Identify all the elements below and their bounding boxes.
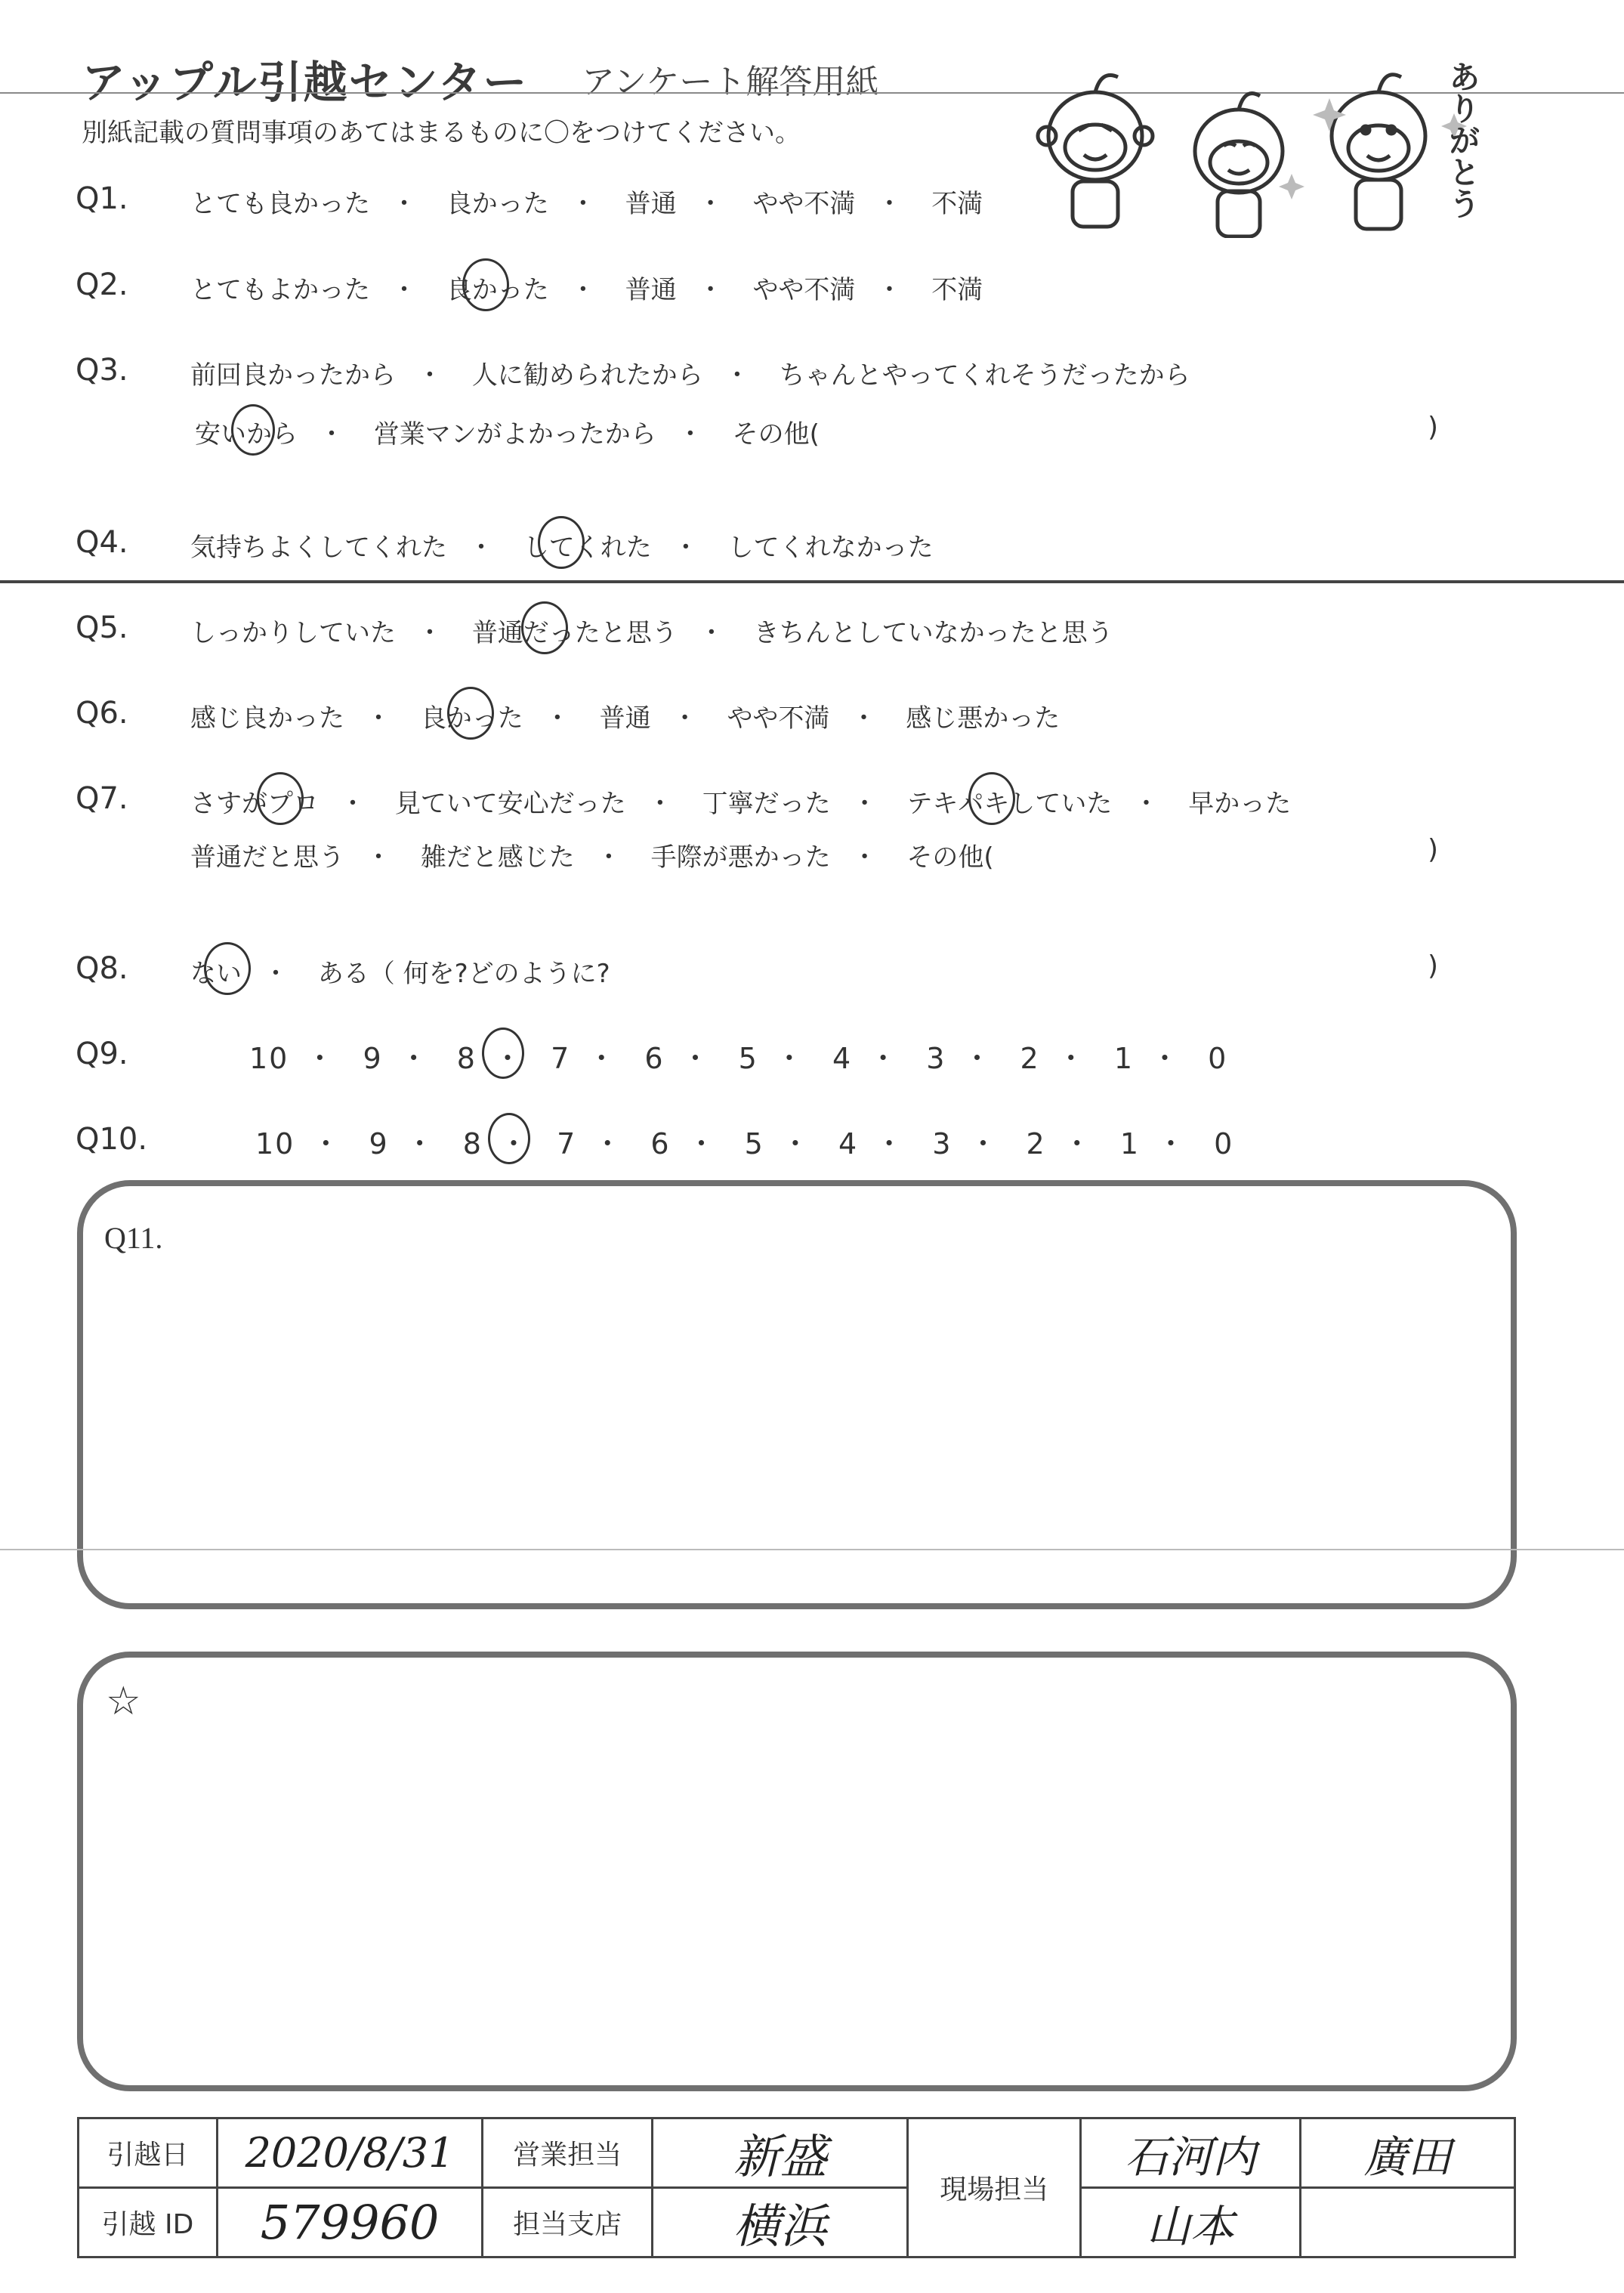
q9-value[interactable]: 1 <box>1113 1042 1135 1075</box>
q9-value-selected[interactable]: 7 <box>551 1042 571 1075</box>
q11-label: Q11. <box>104 1221 163 1255</box>
move-date-value[interactable] <box>217 2118 482 2188</box>
q1-label: Q1. <box>76 181 128 216</box>
q4-label: Q4. <box>76 525 128 560</box>
q8-options: ない ・ ある（ 何を?どのように? <box>190 959 610 989</box>
thanks-text: ありがとう <box>1444 60 1481 219</box>
q9-label: Q9. <box>76 1037 128 1071</box>
q9-value[interactable]: 2 <box>1020 1042 1040 1075</box>
q2-options: とてもよかった ・ 良かった ・ 普通 ・ やや不満 ・ 不満 <box>190 275 983 305</box>
sales-value[interactable] <box>653 2118 908 2188</box>
q10-value[interactable]: 1 <box>1119 1127 1141 1160</box>
site-staff-cell-3[interactable] <box>1081 2188 1300 2257</box>
q2-option[interactable]: 普通 <box>625 275 677 305</box>
q3-option-selected[interactable]: 安いから <box>195 419 298 450</box>
q1-option[interactable]: 不満 <box>931 189 983 219</box>
q3-options-line2: 安いから ・ 営業マンがよかったから ・ その他( <box>195 419 820 450</box>
q4-option[interactable]: 気持ちよくしてくれた <box>190 533 447 563</box>
q11-comment-box[interactable] <box>77 1180 1517 1609</box>
star-comment-box[interactable] <box>77 1652 1517 2091</box>
q9-value[interactable]: 9 <box>363 1042 383 1075</box>
q7-option[interactable]: 雑だと感じた <box>420 842 575 873</box>
q10-selection-circle <box>488 1113 530 1164</box>
site-staff-3-handwritten: 山本 <box>1146 2200 1234 2252</box>
q2-label: Q2. <box>76 267 128 302</box>
q1-option[interactable]: とても良かった <box>190 189 370 219</box>
q6-option[interactable]: 普通 <box>599 703 651 734</box>
move-id-value[interactable] <box>217 2188 482 2257</box>
q3-options-line1: 前回良かったから ・ 人に勧められたから ・ ちゃんとやってくれそうだったから <box>190 360 1190 391</box>
q2-option[interactable]: とてもよかった <box>190 275 370 305</box>
q2-option[interactable]: やや不満 <box>752 275 856 305</box>
q6-label: Q6. <box>76 696 128 731</box>
q9-selection-circle <box>482 1028 524 1079</box>
site-staff-cell-2[interactable] <box>1300 2118 1514 2188</box>
sales-label: 営業担当 <box>483 2118 653 2188</box>
q10-value[interactable]: 5 <box>744 1127 764 1160</box>
q4-options: 気持ちよくしてくれた ・ してくれた ・ してくれなかった <box>190 533 934 563</box>
q7-option[interactable]: その他( <box>906 842 994 873</box>
sales-handwritten: 新盛 <box>733 2129 827 2184</box>
q5-option[interactable]: きちんとしていなかったと思う <box>753 618 1113 648</box>
q7-label: Q7. <box>76 781 128 816</box>
q4-option[interactable]: してくれなかった <box>727 533 934 563</box>
q1-option[interactable]: 良かった <box>446 189 549 219</box>
q9-value[interactable]: 3 <box>926 1042 946 1075</box>
q5-option-selected[interactable]: 普通だったと思う <box>471 618 678 648</box>
q8-option-selected[interactable]: ない <box>190 959 242 989</box>
q1-option[interactable]: 普通 <box>625 189 677 219</box>
form-subtitle: アンケート解答用紙 <box>582 63 879 101</box>
q7-options-line2: 普通だと思う ・ 雑だと感じた ・ 手際が悪かった ・ その他( <box>190 842 994 873</box>
q8-option[interactable]: ある（ 何を?どのように? <box>317 959 610 989</box>
q3-option[interactable]: その他( <box>732 419 820 450</box>
move-id-label: 引越 ID <box>79 2188 218 2257</box>
site-staff-cell-4[interactable] <box>1300 2188 1514 2257</box>
q2-selection-circle <box>462 258 509 311</box>
move-date-handwritten: 2020/8/31 <box>245 2129 455 2177</box>
q10-scale: 10 ・ 9 ・ 8 ・ 7 ・ 6 ・ 5 ・ 4 ・ 3 ・ 2 ・ 1 ・ 0 <box>255 1127 1234 1160</box>
q6-option[interactable]: 感じ悪かった <box>906 703 1061 734</box>
q5-option[interactable]: しっかりしていた <box>190 618 396 648</box>
q9-value[interactable]: 6 <box>644 1042 665 1075</box>
branch-handwritten: 横浜 <box>733 2199 827 2254</box>
q1-options: とても良かった ・ 良かった ・ 普通 ・ やや不満 ・ 不満 <box>190 189 983 219</box>
site-staff-cell-1[interactable] <box>1081 2118 1300 2188</box>
q8-selection-circle <box>204 942 251 995</box>
q7-option[interactable]: さすがプロ <box>190 789 319 819</box>
q5-label: Q5. <box>76 610 128 645</box>
q7-option[interactable]: 普通だと思う <box>190 842 344 873</box>
q9-value[interactable]: 8 <box>456 1042 477 1075</box>
q1-option[interactable]: やや不満 <box>752 189 856 219</box>
q10-value[interactable]: 9 <box>369 1127 389 1160</box>
q7-option[interactable]: 早かった <box>1188 789 1292 819</box>
q2-option-selected[interactable]: 良かった <box>446 275 549 305</box>
section-divider <box>0 580 1624 583</box>
q7-options-line1: さすがプロ ・ 見ていて安心だった ・ 丁寧だった ・ テキパキしていた ・ 早かった <box>190 789 1292 819</box>
q9-value[interactable]: 0 <box>1208 1042 1228 1075</box>
q7-option[interactable]: 見ていて安心だった <box>394 789 626 819</box>
q7-selection-circle <box>968 772 1015 825</box>
q7-option[interactable]: テキパキしていた <box>906 789 1113 819</box>
star-label: ☆ <box>106 1680 141 1723</box>
q4-selection-circle <box>538 516 585 569</box>
q7-selection-circle <box>257 772 304 825</box>
q9-scale: 10 ・ 9 ・ 8 ・ 7 ・ 6 ・ 5 ・ 4 ・ 3 ・ 2 ・ 1 ・ 0 <box>249 1042 1228 1075</box>
q3-label: Q3. <box>76 353 128 388</box>
branch-label: 担当支店 <box>483 2188 653 2257</box>
q6-option[interactable]: 感じ良かった <box>190 703 344 734</box>
q3-paren-close: ) <box>1428 412 1439 443</box>
move-date-label: 引越日 <box>79 2118 218 2188</box>
q6-selection-circle <box>447 687 494 740</box>
q9-value[interactable]: 10 <box>249 1042 289 1075</box>
site-label: 現場担当 <box>908 2118 1081 2257</box>
q9-value[interactable]: 4 <box>832 1042 853 1075</box>
q6-options: 感じ良かった ・ 良かった ・ 普通 ・ やや不満 ・ 感じ悪かった <box>190 703 1061 734</box>
branch-value[interactable] <box>653 2188 908 2257</box>
q8-paren-close: ) <box>1428 950 1439 981</box>
q3-option[interactable]: 人に勧められたから <box>471 360 703 391</box>
q10-value[interactable]: 2 <box>1026 1127 1046 1160</box>
scan-line <box>0 1549 1624 1550</box>
q10-value[interactable]: 3 <box>932 1127 952 1160</box>
q10-value[interactable]: 4 <box>838 1127 859 1160</box>
q3-selection-circle <box>231 404 275 456</box>
q8-label: Q8. <box>76 951 128 986</box>
form-title: アップル引越センター <box>82 57 529 108</box>
monkey-mascot-icon <box>982 42 1496 238</box>
q3-option[interactable]: 前回良かったから <box>190 360 396 391</box>
move-id-handwritten: 579960 <box>260 2195 440 2250</box>
q7-option[interactable]: 手際が悪かった <box>650 842 831 873</box>
q6-option-selected[interactable]: 良かった <box>420 703 523 734</box>
q5-options: しっかりしていた ・ 普通だったと思う ・ きちんとしていなかったと思う <box>190 618 1113 648</box>
q7-option[interactable]: 丁寧だった <box>702 789 831 819</box>
q10-label: Q10. <box>76 1122 148 1157</box>
site-staff-2-handwritten: 廣田 <box>1363 2131 1452 2183</box>
q10-value[interactable]: 6 <box>650 1127 671 1160</box>
q3-option[interactable]: ちゃんとやってくれそうだったから <box>779 360 1190 391</box>
footer-info-table <box>77 2117 1516 2258</box>
q9-value[interactable]: 5 <box>738 1042 758 1075</box>
q7-paren-close: ) <box>1428 834 1439 865</box>
q3-option[interactable]: 営業マンがよかったから <box>373 419 656 450</box>
q10-value[interactable]: 0 <box>1214 1127 1234 1160</box>
instruction-text: 別紙記載の質問事項のあてはまるものに〇をつけてください。 <box>82 118 801 148</box>
q4-option-selected[interactable]: してくれた <box>523 533 652 563</box>
q10-value[interactable]: 8 <box>462 1127 483 1160</box>
q5-selection-circle <box>521 601 568 654</box>
q2-option[interactable]: 不満 <box>931 275 983 305</box>
q10-value-selected[interactable]: 7 <box>557 1127 577 1160</box>
site-staff-1-handwritten: 石河内 <box>1124 2131 1256 2183</box>
q10-value[interactable]: 10 <box>255 1127 295 1160</box>
q6-option[interactable]: やや不満 <box>727 703 830 734</box>
